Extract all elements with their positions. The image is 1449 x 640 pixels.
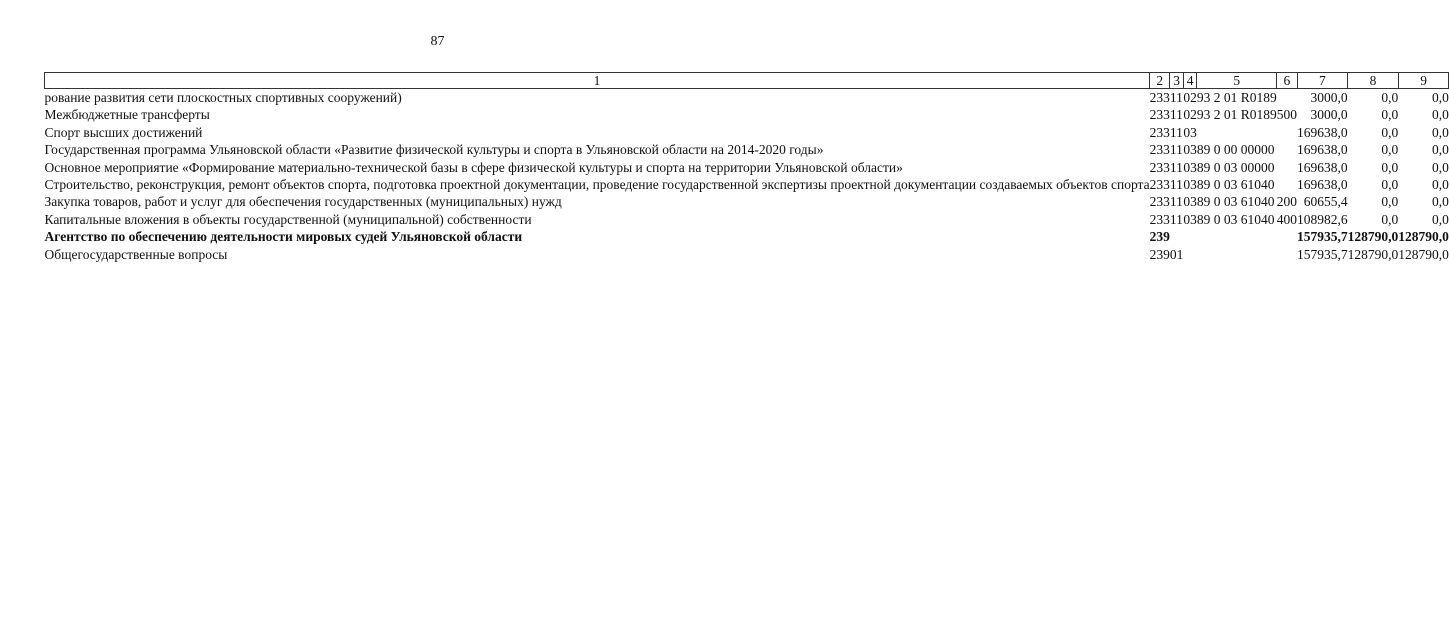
amount-col-9: 0,0	[1432, 142, 1449, 158]
subsection-code: 03	[1183, 142, 1197, 158]
table-row	[45, 176, 1449, 193]
item-name: рование развития сети плоскостных спортивных сооружений)	[44, 90, 402, 105]
header-col-1: 1	[45, 73, 1150, 89]
amount-col-9: 0,0	[1432, 90, 1449, 105]
item-name: Основное мероприятие «Формирование материально-технической базы в сфере физической культуры и спорта на территории Ульяновской области»	[44, 159, 903, 175]
amount-col-9: 128790,0	[1398, 246, 1449, 262]
header-col-2: 2	[1150, 73, 1170, 89]
expense-type-code	[1277, 141, 1297, 158]
amount-col-7: 169638,0	[1297, 177, 1348, 193]
ministry-code: 239	[1149, 229, 1170, 245]
ministry-code: 233	[1149, 177, 1170, 193]
table-row	[45, 89, 1449, 107]
expense-type-code	[1277, 159, 1297, 176]
header-col-5: 5	[1197, 73, 1277, 89]
amount-col-8: 0,0	[1381, 177, 1399, 193]
amount-col-8: 0,0	[1381, 211, 1399, 227]
item-name: Межбюджетные трансферты	[44, 107, 210, 123]
target-article-code: 89 0 03 61040	[1196, 194, 1275, 210]
table-row	[45, 159, 1449, 176]
target-article-code: 93 2 01 R0189	[1196, 107, 1277, 123]
item-name: Закупка товаров, работ и услуг для обеспечения государственных (муниципальных) нужд	[44, 194, 562, 210]
section-code: 11	[1169, 90, 1183, 105]
expense-type-code	[1277, 124, 1297, 141]
header-col-3: 3	[1170, 73, 1184, 89]
page-number: 87	[430, 34, 445, 49]
ministry-code: 233	[1149, 211, 1170, 227]
section-code: 11	[1169, 142, 1183, 158]
target-article-code	[1197, 246, 1277, 263]
amount-col-9: 0,0	[1432, 107, 1449, 123]
table-row	[45, 141, 1449, 158]
item-name: Строительство, реконструкция, ремонт объектов спорта, подготовка проектной документации, проведение государственной экспертизы проектной документации создаваемых объектов спорта	[44, 177, 1150, 193]
amount-col-9: 0,0	[1432, 211, 1449, 227]
expense-type-code	[1277, 89, 1297, 107]
header-col-8: 8	[1348, 73, 1399, 89]
expense-type-code	[1277, 176, 1297, 193]
amount-col-7: 169638,0	[1297, 142, 1348, 158]
amount-col-9: 0,0	[1432, 177, 1449, 193]
amount-col-7: 169638,0	[1297, 124, 1348, 140]
section-code: 01	[1169, 246, 1184, 262]
section-code: 11	[1169, 107, 1183, 123]
table-row	[45, 106, 1449, 123]
amount-col-8: 0,0	[1381, 159, 1399, 175]
target-article-code: 89 0 03 61040	[1196, 177, 1275, 193]
header-col-4: 4	[1183, 73, 1197, 89]
ministry-code: 233	[1149, 107, 1170, 123]
amount-col-7: 3000,0	[1310, 107, 1348, 123]
column-number-header	[45, 73, 1449, 89]
amount-col-7: 169638,0	[1297, 159, 1348, 175]
item-name: Спорт высших достижений	[44, 124, 203, 140]
ministry-code: 233	[1149, 159, 1170, 175]
target-article-code	[1197, 124, 1277, 141]
section-code: 11	[1169, 124, 1183, 140]
target-article-code	[1197, 228, 1277, 245]
amount-col-7: 60655,4	[1303, 194, 1348, 210]
table-row	[45, 246, 1449, 263]
header-col-6: 6	[1277, 73, 1297, 89]
item-name: Общегосударственные вопросы	[44, 246, 228, 262]
table-row	[45, 193, 1449, 210]
subsection-code: 03	[1183, 194, 1197, 210]
expense-type-code: 200	[1276, 194, 1297, 210]
expense-type-code: 400	[1276, 211, 1297, 227]
subsection-code: 03	[1183, 177, 1197, 193]
amount-col-8: 128790,0	[1347, 229, 1399, 245]
amount-col-8: 128790,0	[1347, 246, 1399, 262]
amount-col-9: 0,0	[1432, 159, 1449, 175]
amount-col-7: 108982,6	[1297, 211, 1348, 227]
ministry-code: 233	[1149, 194, 1170, 210]
ministry-code: 233	[1149, 124, 1170, 140]
amount-col-9: 0,0	[1432, 124, 1449, 140]
expense-type-code: 500	[1276, 107, 1297, 123]
expense-type-code	[1277, 246, 1297, 263]
amount-col-8: 0,0	[1381, 142, 1399, 158]
target-article-code: 93 2 01 R0189	[1196, 90, 1277, 105]
section-code: 11	[1169, 194, 1183, 210]
amount-col-8: 0,0	[1381, 124, 1399, 140]
amount-col-8: 0,0	[1381, 107, 1399, 123]
target-article-code: 89 0 00 00000	[1196, 142, 1275, 158]
section-code: 11	[1169, 177, 1183, 193]
amount-col-7: 3000,0	[1310, 90, 1348, 105]
subsection-code: 02	[1183, 107, 1197, 123]
table-row	[45, 211, 1449, 228]
item-name: Агентство по обеспечению деятельности мировых судей Ульяновской области	[44, 229, 523, 245]
budget-table	[44, 72, 1449, 263]
amount-col-9: 0,0	[1432, 194, 1449, 210]
subsection-code: 03	[1183, 211, 1197, 227]
section-code	[1170, 228, 1184, 245]
subsection-code	[1183, 228, 1197, 245]
ministry-code: 233	[1149, 142, 1170, 158]
item-name: Капитальные вложения в объекты государственной (муниципальной) собственности	[44, 211, 532, 227]
subsection-code	[1183, 246, 1197, 263]
table-row	[45, 124, 1449, 141]
target-article-code: 89 0 03 61040	[1196, 211, 1275, 227]
ministry-code: 233	[1149, 90, 1170, 105]
header-col-7: 7	[1297, 73, 1348, 89]
ministry-code: 239	[1149, 246, 1170, 262]
expense-type-code	[1277, 228, 1297, 245]
amount-col-7: 157935,7	[1297, 229, 1348, 245]
item-name: Государственная программа Ульяновской области «Развитие физической культуры и спорта в Ульяновской области на 2014-2020 годы»	[44, 142, 824, 158]
amount-col-7: 157935,7	[1297, 246, 1348, 262]
target-article-code: 89 0 03 00000	[1196, 159, 1275, 175]
amount-col-9: 128790,0	[1398, 229, 1449, 245]
subsection-code: 03	[1183, 159, 1197, 175]
section-code: 11	[1169, 211, 1183, 227]
subsection-code: 02	[1183, 90, 1197, 105]
table-row	[45, 228, 1449, 245]
subsection-code: 03	[1183, 124, 1197, 140]
amount-col-8: 0,0	[1381, 194, 1399, 210]
section-code: 11	[1169, 159, 1183, 175]
header-col-9: 9	[1398, 73, 1449, 89]
amount-col-8: 0,0	[1381, 90, 1399, 105]
